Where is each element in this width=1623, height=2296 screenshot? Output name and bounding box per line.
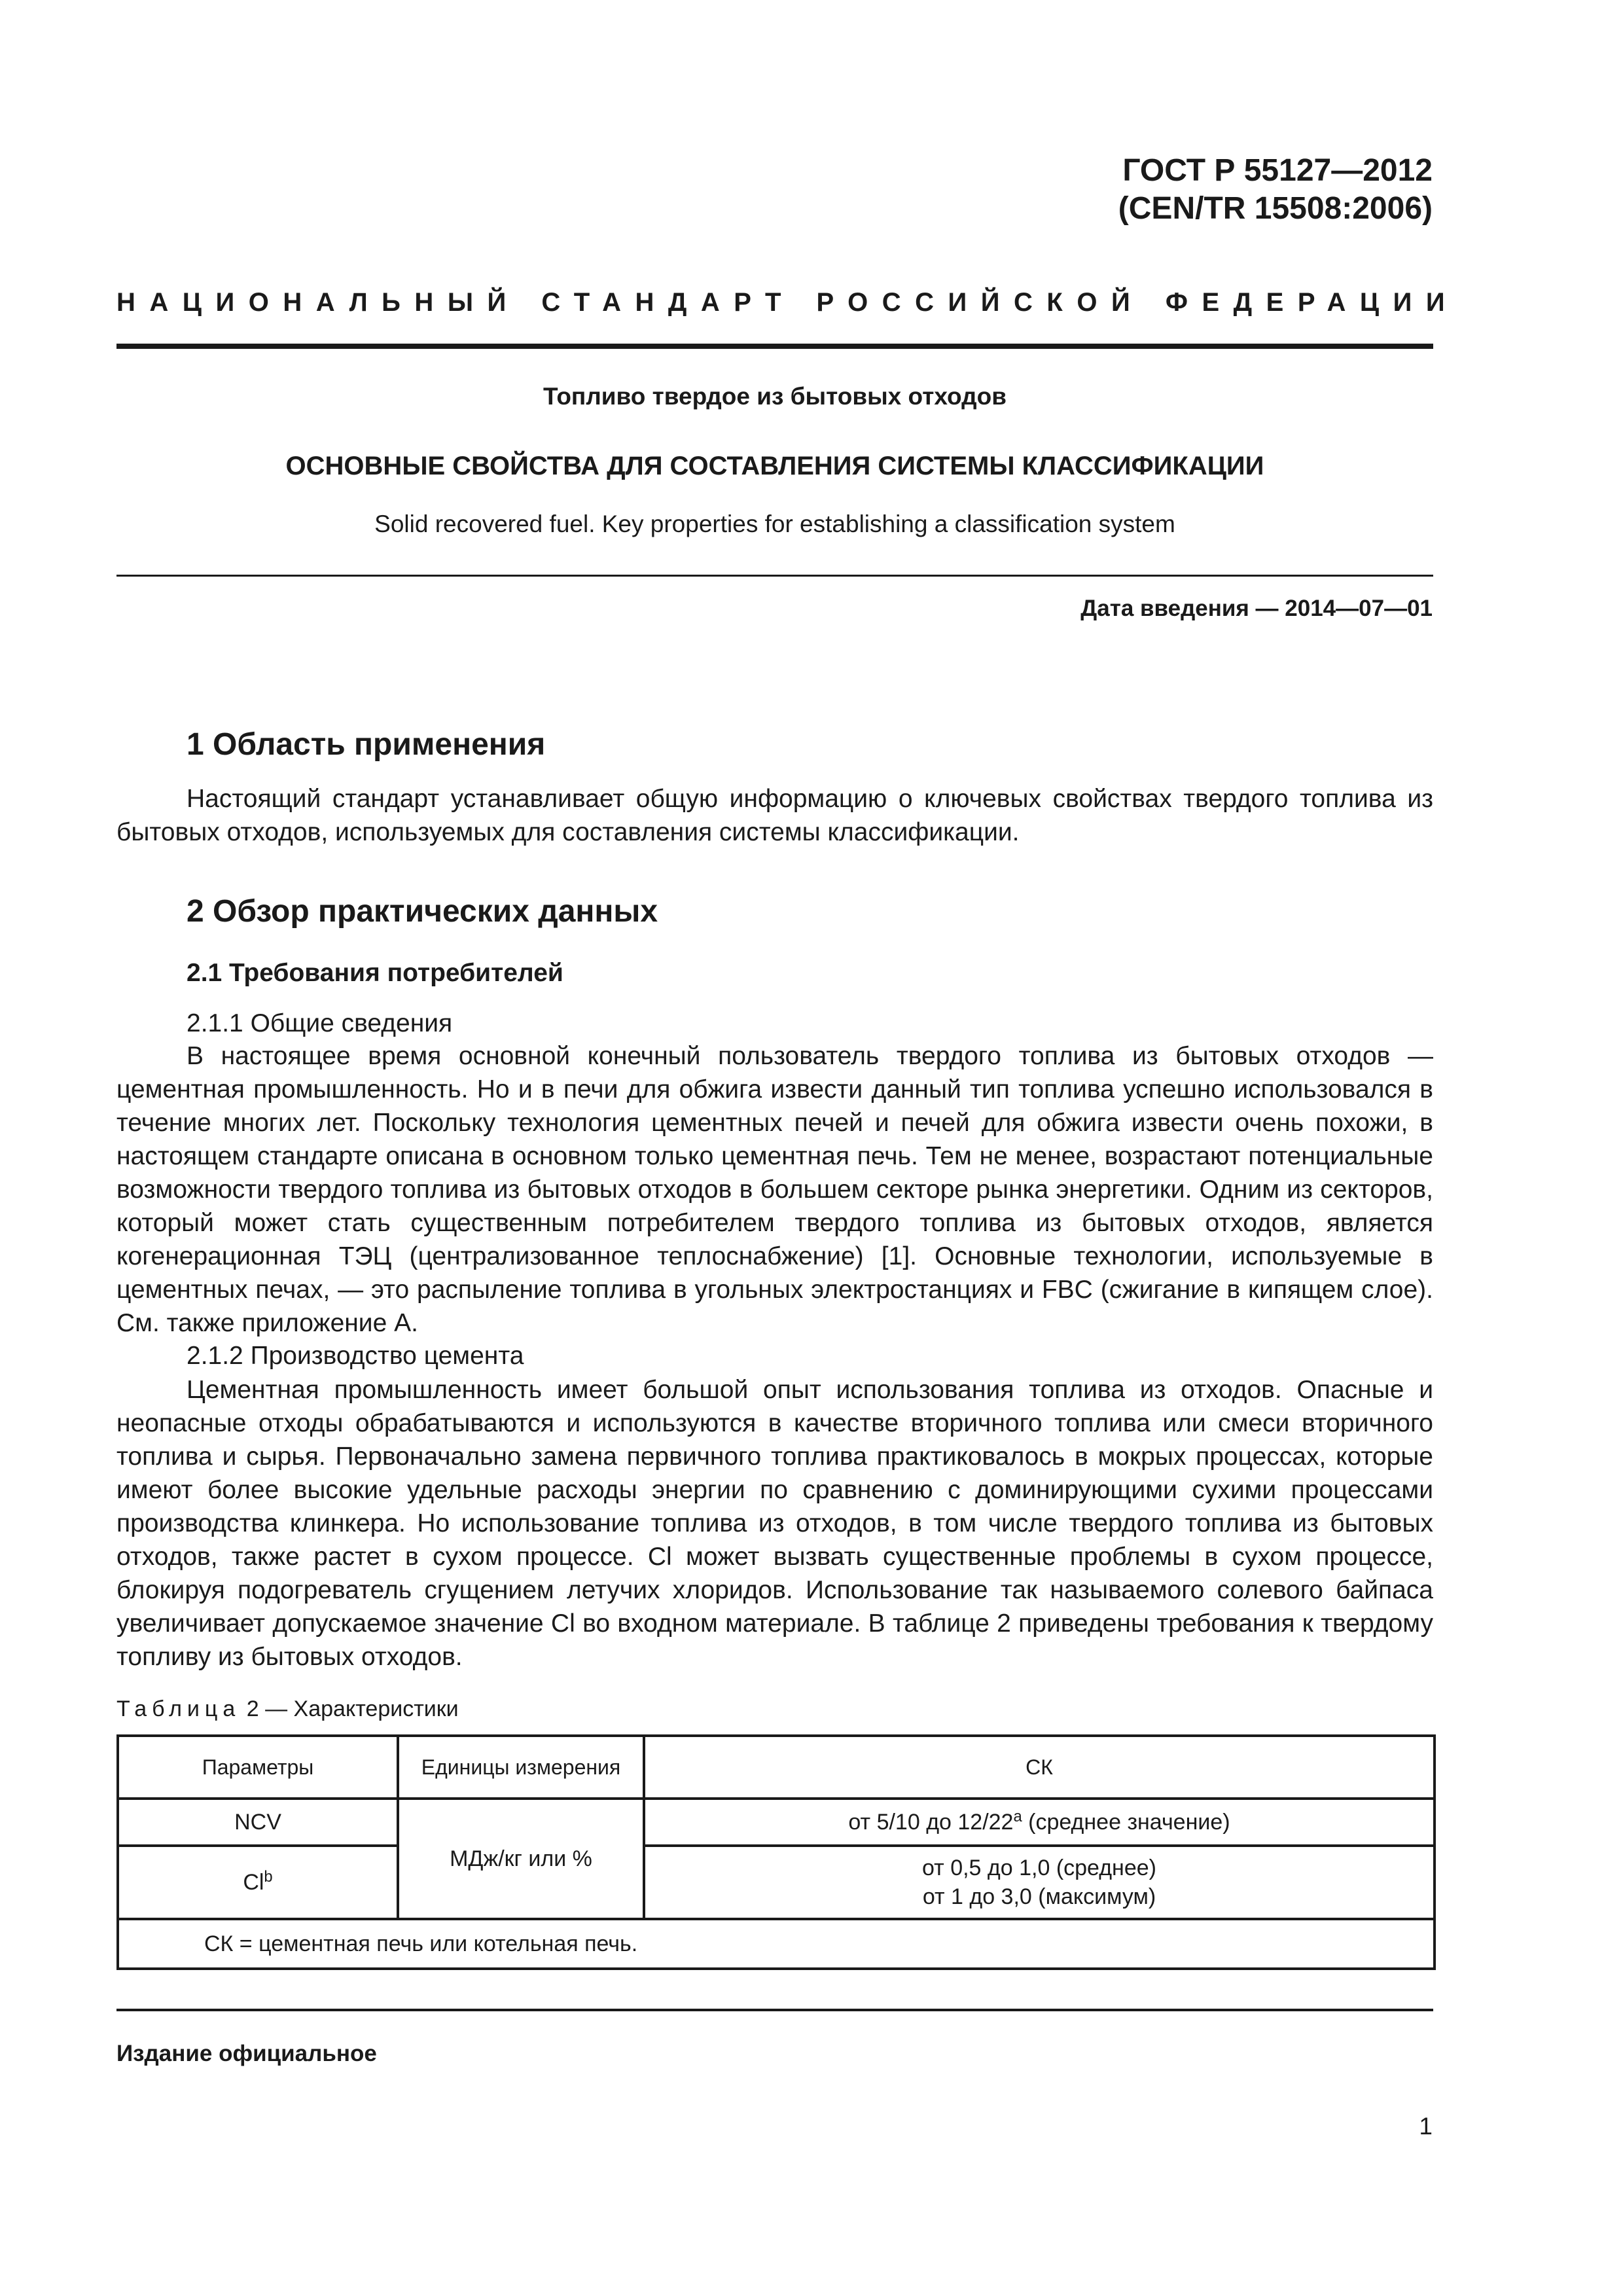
section-1-paragraph: Настоящий стандарт устанавливает общую информацию о ключевых свойствах твердого топлива из бытовых отходов, используемых для составления системы классификации. [116, 785, 1433, 846]
subsection-2-1-heading: 2.1 Требования потребителей [187, 959, 563, 987]
table-row [118, 1846, 1435, 1919]
clause-2-1-1-paragraph: В настоящее время основной конечный пользователь твердого топлива из бытовых отходов — цементная промышленность. Но и в печи для обжига извести данный тип топлива успешно использовался в течение многих лет. Поскольку технология цементных печей и печей для обжига извести очень похожи, в настоящем стандарте описана в основном только цементная печь. Тем не менее, возрастают потенциальные возможности твердого топлива из бытовых отходов в большем секторе рынка энергетики. Одним из секторов, который может стать существенным потребителем твердого топлива из бытовых отходов, является когенерационная ТЭЦ (централизованное теплоснабжение) [1]. Основные технологии, используемые в цементных печах, — это распыление топлива в угольных электростанциях и FBC (сжигание в кипящем слое). См. также приложение А. [116, 1042, 1433, 1337]
main-title: ОСНОВНЫЕ СВОЙСТВА ДЛЯ СОСТАВЛЕНИЯ СИСТЕМЫ КЛАССИФИКАЦИИ [285, 452, 1264, 480]
page-number: 1 [1419, 2113, 1433, 2140]
english-title: Solid recovered fuel. Key properties for establishing a classification system [374, 511, 1175, 537]
ncv-value-suffix: (среднее значение) [1022, 1810, 1230, 1835]
table-caption-word: Таблица [116, 1696, 241, 1721]
cl-value-maximum: от 1 до 3,0 (максимум) [922, 1884, 1156, 1909]
clause-2-1-1-heading: 2.1.1 Общие сведения [187, 1009, 453, 1037]
units-cell: МДж/кг или % [398, 1799, 644, 1919]
cl-parameter-cell [118, 1846, 398, 1919]
clause-2-1-2-heading: 2.1.2 Производство цемента [187, 1342, 524, 1370]
cl-value-average: от 0,5 до 1,0 (среднее) [922, 1856, 1156, 1880]
header-rule [116, 344, 1433, 349]
table-note-row [118, 1919, 1435, 1969]
ncv-value-cell [644, 1799, 1435, 1846]
ncv-footnote-mark: a [1013, 1808, 1022, 1826]
header-ck: СК [644, 1736, 1435, 1799]
table-caption-rest: 2 — Характеристики [240, 1696, 459, 1721]
document-code-block [1118, 152, 1433, 228]
subject-title: Топливо твердое из бытовых отходов [543, 383, 1007, 410]
section-2-heading: 2 Обзор практических данных [187, 894, 658, 929]
cl-parameter: Cl [243, 1870, 264, 1895]
official-edition: Издание официальное [116, 2041, 377, 2066]
header-parameters: Параметры [118, 1736, 398, 1799]
header-units: Единицы измерения [398, 1736, 644, 1799]
cl-footnote-mark: b [264, 1868, 273, 1886]
gost-code: ГОСТ Р 55127—2012 [1122, 153, 1433, 188]
ncv-value: от 5/10 до 12/22 [848, 1810, 1014, 1835]
ncv-parameter: NCV [118, 1799, 398, 1846]
cen-code: (CEN/TR 15508:2006) [1118, 191, 1433, 226]
characteristics-table [116, 1734, 1436, 1970]
footer-rule [116, 2009, 1433, 2011]
clause-2-1-2-paragraph: Цементная промышленность имеет большой опыт использования топлива из отходов. Опасные и неопасные отходы обрабатываются и используются в качестве вторичного топлива или смеси вторичного топлива и сырья. Первоначально замена первичного топлива практиковалось в мокрых процессах, которые имеют более высокие удельные расходы энергии по сравнению с доминирующими сухими процессами производства клинкера. Но использование топлива из отходов, в том числе твердого топлива из бытовых отходов, также растет в сухом процессе. Cl может вызвать существенные проблемы в сухом процессе, блокируя подогреватель сгущением летучих хлоридов. Использование так называемого солевого байпаса увеличивает допускаемое значение Cl во входном материале. В таблице 2 приведены требования к твердому топливу из бытовых отходов. [116, 1376, 1433, 1671]
national-standard-title: НАЦИОНАЛЬНЫЙ СТАНДАРТ РОССИЙСКОЙ ФЕДЕРАЦИИ [116, 288, 1459, 317]
table-row [118, 1799, 1435, 1846]
intro-date: Дата введения — 2014—07—01 [1080, 596, 1433, 621]
cl-value-cell [644, 1846, 1435, 1919]
table-header-row [118, 1736, 1435, 1799]
table-caption [116, 1696, 459, 1722]
section-1-heading: 1 Область применения [187, 727, 546, 762]
table-note: СК = цементная печь или котельная печь. [118, 1919, 1435, 1969]
title-rule [116, 575, 1433, 577]
